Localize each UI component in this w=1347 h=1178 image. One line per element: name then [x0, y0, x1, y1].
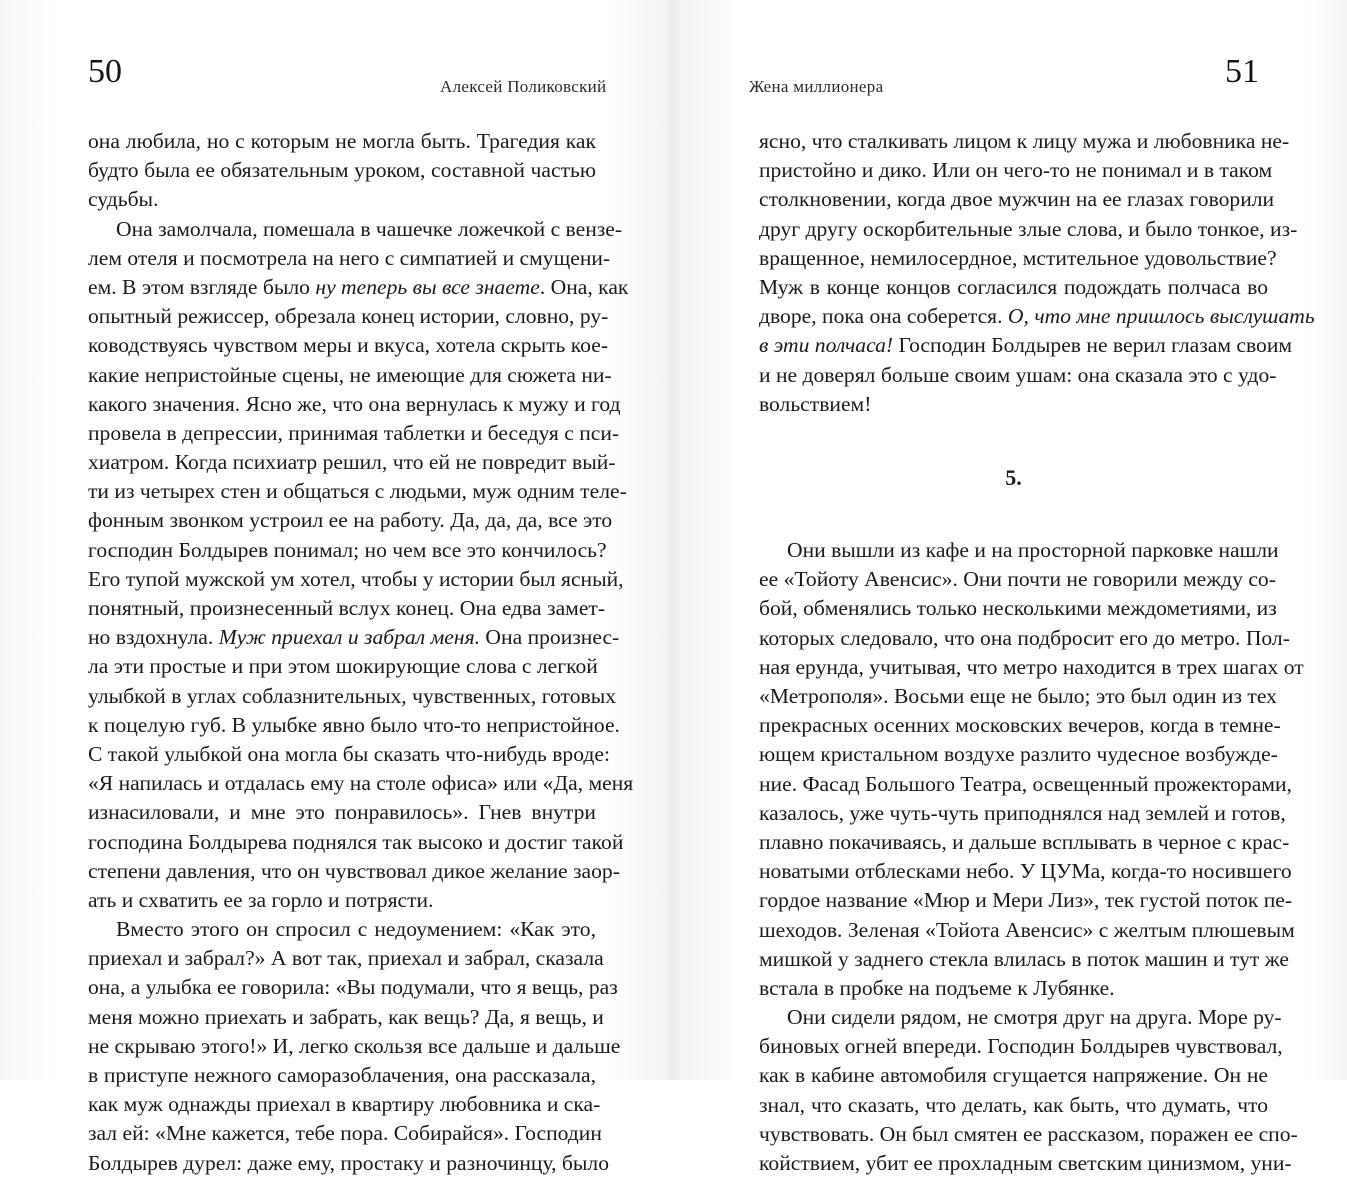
- text-run: ее «Тойоту Авенсис». Они почти не говорили между со-: [759, 567, 1276, 592]
- text-line: [88, 331, 609, 360]
- text-run: опытный режиссер, обрезала конец истории, словно, ру-: [88, 304, 609, 329]
- text-run: С такой улыбкой она могла бы сказать что-нибудь вроде:: [88, 741, 610, 766]
- text-run: ла эти простые и при этом шокирующие слова с легкой: [88, 654, 598, 679]
- text-line: [759, 1149, 1292, 1178]
- body-text: [88, 127, 634, 1178]
- text-line: [88, 302, 609, 331]
- text-line: [759, 828, 1290, 857]
- page-number: 50: [88, 53, 122, 90]
- text-run: ясно, что сталкивать лицом к лицу мужа и любовника не-: [759, 129, 1290, 153]
- text-run: чувствовать. Он был смятен ее рассказом, поражен ее спо-: [759, 1121, 1298, 1146]
- text-line: [88, 361, 612, 390]
- text-line: [88, 477, 627, 506]
- text-line: [759, 536, 1279, 565]
- text-after-heading: [759, 536, 1304, 1178]
- text-line: [88, 1061, 596, 1090]
- text-line: [88, 390, 621, 419]
- text-run: ти из четырех стен и общаться с людьми, муж одним теле-: [88, 479, 627, 504]
- text-run: прекрасных осенних московских вечеров, когда в темне-: [759, 713, 1281, 738]
- text-run: как муж однажды приехал в квартиру любовника и ска-: [88, 1092, 601, 1117]
- text-run: фонным звонком устроил ее на работу. Да, да, да, все это: [88, 508, 613, 533]
- text-line: [759, 361, 1277, 390]
- text-run: столкновении, когда двое мужчин на ее глазах говорили: [759, 187, 1275, 212]
- text-line: [759, 916, 1295, 945]
- text-run: «Метрополя». Восьми еще не было; это был один из тех: [759, 684, 1277, 708]
- text-run: вращенное, немилосердное, мстительное удовольствие?: [759, 245, 1277, 270]
- text-line: [759, 945, 1289, 974]
- text-run: ководствуясь чувством меры и вкуса, хотела скрыть кое-: [88, 333, 609, 358]
- text-run: и не доверял больше своим ушам: она сказала это с удо-: [759, 362, 1277, 387]
- text-run: будто была ее обязательным уроком, составной частью: [88, 158, 596, 183]
- text-run: ние. Фасад Большого Театра, освещенный прожекторами,: [759, 771, 1292, 796]
- text-line: [88, 1003, 604, 1032]
- text-run: изнасиловали, и мне это понравилось». Гнев внутри: [88, 800, 596, 825]
- text-run: новатыми отблесками небо. У ЦУМа, когда-то носившего: [759, 859, 1292, 884]
- text-run: Господин Болдырев не верил глазам своим: [893, 333, 1293, 358]
- text-line: [88, 857, 620, 886]
- left-page: [0, 0, 673, 1175]
- right-page: [674, 0, 1347, 1175]
- text-run: ная ерунда, учитывая, что метро находится в трех шагах от: [759, 654, 1304, 679]
- text-run: она любила, но с которым не могла быть. Трагедия как: [88, 129, 596, 153]
- text-run: Его тупой мужской ум хотел, чтобы у истории был ясный,: [88, 566, 624, 591]
- text-line: [759, 682, 1277, 711]
- text-line: [88, 623, 620, 652]
- text-line: [88, 915, 596, 944]
- text-line: [759, 1061, 1268, 1090]
- text-line: [88, 1119, 602, 1148]
- text-run: приехал и забрал?» А вот так, приехал и забрал, сказала: [88, 946, 604, 971]
- text-run: Она замолчала, помешала в чашечке ложечкой с вензе-: [116, 216, 623, 241]
- text-line: [759, 565, 1276, 594]
- text-run: биновых огней впереди. Господин Болдырев чувствовал,: [759, 1034, 1283, 1059]
- text-line: [88, 448, 616, 477]
- text-run: койствием, убит ее прохладным светским цинизмом, уни-: [759, 1151, 1292, 1175]
- text-line: [88, 185, 596, 214]
- text-run: гордое название «Мюр и Мери Лиз», тек густой поток пе-: [759, 888, 1293, 913]
- text-run: Болдырев дурел: даже ему, простаку и разночинцу, было: [88, 1150, 609, 1175]
- text-run: Вместо этого он спросил с недоумением: «Как это,: [116, 917, 596, 942]
- text-line: [759, 740, 1278, 769]
- text-run: лем отеля и посмотрела на него с симпатией и смущени-: [88, 245, 611, 270]
- running-head-title: Жена миллионера: [749, 77, 884, 96]
- text-line: [88, 506, 613, 535]
- text-line: [759, 886, 1293, 915]
- text-line: [88, 419, 620, 448]
- text-run: зал ей: «Мне кажется, тебе пора. Собирайся». Господин: [88, 1121, 602, 1146]
- text-line: [88, 156, 596, 185]
- italic-phrase: Муж приехал и забрал меня.: [218, 625, 481, 650]
- text-line: [88, 215, 623, 244]
- text-run: меня можно приехать и забрать, как вещь? Да, я вещь, и: [88, 1004, 604, 1029]
- text-run: шеходов. Зеленая «Тойота Авенсис» с желтым плюшевым: [759, 917, 1295, 942]
- text-run: Она произнес-: [480, 625, 620, 650]
- text-run: . Она, как: [539, 274, 629, 299]
- text-run: Они вышли из кафе и на просторной парковке нашли: [787, 538, 1279, 563]
- text-run: она, а улыбка ее говорила: «Вы подумали, что я вещь, раз: [88, 975, 618, 1000]
- text-before-heading: [759, 127, 1315, 419]
- text-line: [88, 273, 629, 302]
- text-line: [759, 127, 1290, 156]
- text-line: [88, 798, 596, 827]
- text-run: как в кабине автомобиля сгущается напряжение. Он не: [759, 1063, 1268, 1088]
- text-run: господина Болдырева поднялся так высоко и достиг такой: [88, 829, 624, 854]
- text-run: знал, что сказать, что делать, как быть, что думать, что: [759, 1092, 1268, 1117]
- text-line: [88, 127, 596, 156]
- italic-phrase: О, что мне пришлось выслушать: [1007, 304, 1315, 329]
- text-run: господин Болдырев понимал; но чем все это кончилось?: [88, 537, 607, 562]
- text-line: [759, 624, 1290, 653]
- text-line: [88, 1090, 601, 1119]
- text-run: хиатром. Когда психиатр решил, что ей не повредит вый-: [88, 450, 616, 475]
- text-line: [759, 215, 1298, 244]
- text-run: ющем кристальном воздухе разлито чудесное возбужде-: [759, 742, 1278, 767]
- body-text: [759, 127, 1315, 1178]
- text-line: [759, 594, 1277, 623]
- text-line: [88, 594, 606, 623]
- section-heading: 5.: [1005, 464, 1022, 490]
- text-line: [88, 536, 607, 565]
- text-run: которых следовало, что она подбросит его до метро. Пол-: [759, 625, 1290, 650]
- text-run: бой, обменялись только несколькими междометиями, из: [759, 596, 1277, 621]
- text-line: [88, 1149, 609, 1178]
- text-line: [759, 711, 1281, 740]
- running-head-author: Алексей Поликовский: [440, 77, 607, 96]
- text-line: [88, 828, 624, 857]
- text-line: [759, 185, 1275, 214]
- text-run: но вздохнула.: [88, 625, 219, 650]
- text-run: друг другу оскорбительные злые слова, и было тонкое, из-: [759, 216, 1298, 241]
- text-run: в приступе нежного саморазоблачения, она рассказала,: [88, 1063, 596, 1087]
- italic-phrase: в эти полчаса!: [759, 333, 894, 358]
- text-line: [759, 273, 1268, 302]
- italic-phrase: ну теперь вы все знаете: [315, 274, 540, 299]
- text-run: судьбы.: [88, 187, 159, 212]
- text-run: улыбкой в углах соблазнительных, чувственных, готовых: [88, 683, 617, 708]
- text-line: [88, 652, 596, 681]
- text-line: [759, 1120, 1298, 1149]
- text-line: [759, 1032, 1283, 1061]
- text-run: плавно покачиваясь, и дальше всплывать в черное с крас-: [759, 829, 1290, 854]
- text-line: [88, 944, 604, 973]
- text-line: [88, 682, 617, 711]
- text-run: пристойно и дико. Или он чего-то не понимал и в таком: [759, 158, 1273, 183]
- text-run: вольствием!: [759, 391, 872, 416]
- text-run: к поцелую губ. В улыбке явно было что-то непристойное.: [88, 712, 620, 737]
- text-line: [88, 740, 610, 769]
- page-number: 51: [1225, 53, 1259, 90]
- text-line: [759, 244, 1277, 273]
- text-run: «Я напилась и отдалась ему на столе офиса» или «Да, меня: [88, 771, 634, 796]
- text-run: провела в депрессии, принимая таблетки и беседуя с пси-: [88, 420, 620, 445]
- text-run: Они сидели рядом, не смотря друг на друга. Море ру-: [787, 1005, 1282, 1030]
- text-run: ать и схватить ее за горло и потрясти.: [88, 887, 434, 912]
- text-run: какие непристойные сцены, не имеющие для сюжета ни-: [88, 362, 612, 387]
- text-line: [88, 711, 620, 740]
- text-run: дворе, пока она соберется.: [759, 304, 1008, 329]
- text-run: какого значения. Ясно же, что она вернулась к мужу и год: [88, 391, 621, 416]
- text-line: [88, 973, 618, 1002]
- text-run: понятный, произнесенный вслух конец. Она едва замет-: [88, 596, 606, 620]
- text-line: [759, 390, 1268, 419]
- text-line: [88, 565, 624, 594]
- text-line: [759, 653, 1304, 682]
- text-line: [88, 1032, 621, 1061]
- text-line: [759, 857, 1292, 886]
- text-line: [759, 156, 1273, 185]
- text-run: Муж в конце концов согласился подождать полчаса во: [759, 274, 1268, 299]
- text-line: [759, 799, 1286, 828]
- text-run: казалось, уже чуть-чуть приподнялся над землей и готов,: [759, 800, 1286, 825]
- text-run: встала в пробке на подъеме к Лубянке.: [759, 975, 1115, 1000]
- text-line: [759, 1091, 1268, 1120]
- text-line: [88, 244, 611, 273]
- text-run: степени давления, что он чувствовал дикое желание заор-: [88, 858, 620, 883]
- text-line: [88, 886, 596, 915]
- text-run: мишкой у заднего стекла влилась в поток машин и тут же: [759, 946, 1289, 971]
- text-run: ем. В этом взгляде было: [88, 274, 316, 299]
- text-line: [88, 769, 634, 798]
- text-line: [759, 974, 1268, 1003]
- text-line: [759, 331, 1293, 360]
- text-line: [759, 770, 1292, 799]
- text-line: [759, 1003, 1282, 1032]
- text-run: не скрываю этого!» И, легко скользя все дальше и дальше: [88, 1033, 621, 1058]
- text-line: [759, 302, 1315, 331]
